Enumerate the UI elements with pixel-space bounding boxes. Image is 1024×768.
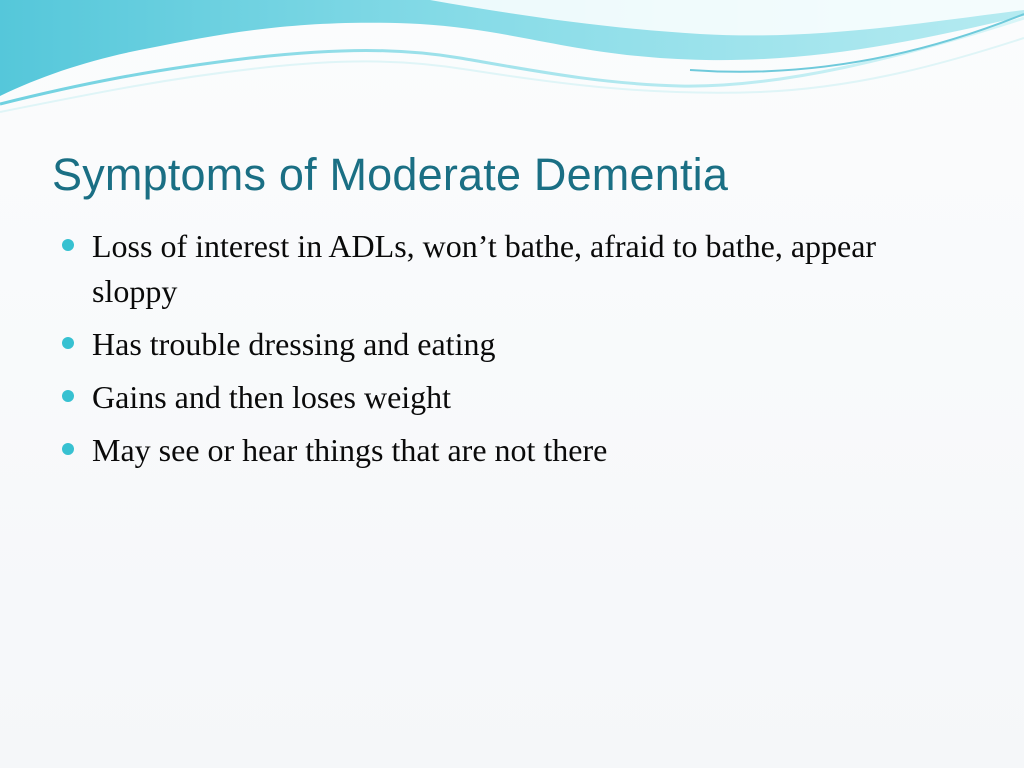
bullet-item-hallucinations (62, 428, 962, 473)
filled-circle-icon (62, 390, 74, 402)
bullet-item-dressing-eating (62, 322, 962, 367)
slide-title: Symptoms of Moderate Dementia (52, 149, 729, 200)
filled-circle-icon (62, 337, 74, 349)
bullet-item-adl-loss (62, 224, 962, 314)
bullet-text: Gains and then loses weight (92, 379, 452, 415)
bullet-text: May see or hear things that are not there (92, 432, 608, 468)
bullet-list (62, 224, 962, 481)
wave-banner-graphic (0, 0, 1024, 120)
filled-circle-icon (62, 239, 74, 251)
bullet-text: Has trouble dressing and eating (92, 326, 496, 362)
filled-circle-icon (62, 443, 74, 455)
bullet-text: Loss of interest in ADLs, won’t bathe, afraid to bathe, appear sloppy (92, 228, 877, 309)
bullet-item-weight-change (62, 375, 962, 420)
